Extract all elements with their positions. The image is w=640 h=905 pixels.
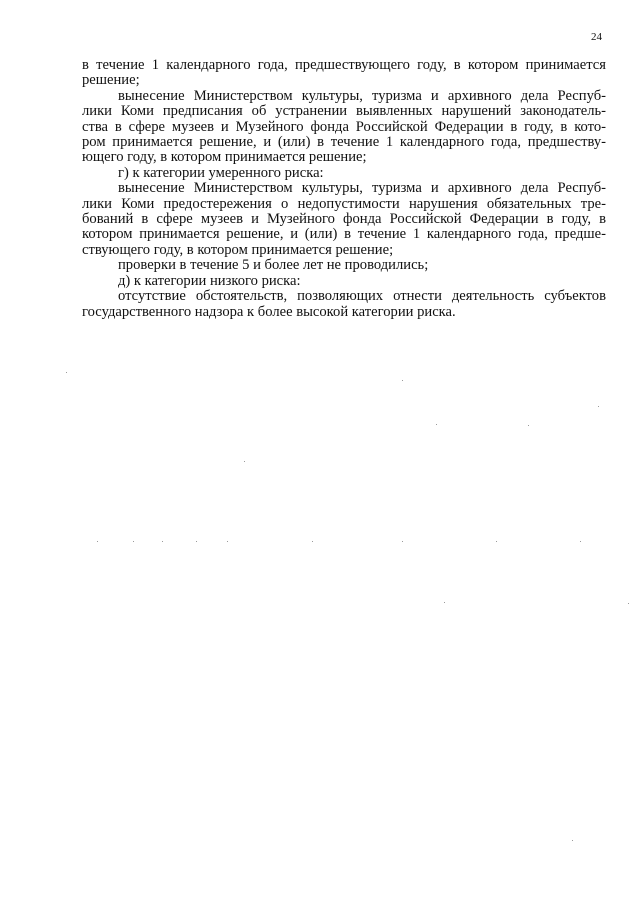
- scan-speck: [227, 541, 228, 542]
- text-line: лики Коми предостережения о недопустимости нарушения обязательных тре-: [82, 195, 606, 212]
- text-line: решение;: [82, 72, 140, 89]
- text-line: лики Коми предписания об устранении выявленных нарушений законодатель-: [82, 103, 606, 120]
- text-line: вынесение Министерством культуры, туризма и архивного дела Респуб-: [118, 180, 606, 197]
- scan-speck: [628, 603, 629, 604]
- text-line: д) к категории низкого риска:: [118, 272, 301, 289]
- text-line: вынесение Министерством культуры, туризма и архивного дела Респуб-: [118, 87, 606, 104]
- scan-speck: [580, 541, 581, 542]
- scan-speck: [66, 372, 67, 373]
- scan-speck: [133, 541, 134, 542]
- text-line: котором принимается решение, и (или) в течение 1 календарного года, предше-: [82, 226, 606, 243]
- scan-speck: [402, 541, 403, 542]
- document-body: [82, 58, 606, 320]
- scan-speck: [496, 541, 497, 542]
- text-line: ства в сфере музеев и Музейного фонда Российской Федерации в году, в кото-: [82, 118, 606, 135]
- scan-speck: [312, 541, 313, 542]
- scan-speck: [97, 541, 98, 542]
- scan-speck: [402, 380, 403, 381]
- scan-speck: [572, 840, 573, 841]
- scan-speck: [444, 602, 445, 603]
- text-line: отсутствие обстоятельств, позволяющих отнести деятельность субъектов: [118, 288, 606, 305]
- text-line: г) к категории умеренного риска:: [118, 164, 324, 181]
- text-line: ющего году, в котором принимается решение;: [82, 149, 367, 166]
- text-line: ром принимается решение, и (или) в течение 1 календарного года, предшеству-: [82, 134, 606, 151]
- page-number: 24: [591, 31, 602, 43]
- text-line: ствующего году, в котором принимается решение;: [82, 241, 394, 258]
- scan-speck: [528, 425, 529, 426]
- scan-speck: [244, 461, 245, 462]
- text-line: бований в сфере музеев и Музейного фонда Российской Федерации в году, в: [82, 211, 606, 228]
- text-line: государственного надзора к более высокой категории риска.: [82, 303, 456, 320]
- scan-speck: [598, 406, 599, 407]
- text-line: проверки в течение 5 и более лет не проводились;: [118, 257, 429, 274]
- scan-speck: [196, 541, 197, 542]
- scan-speck: [162, 541, 163, 542]
- scan-speck: [436, 424, 437, 425]
- text-line: в течение 1 календарного года, предшествующего году, в котором принимается: [82, 57, 606, 73]
